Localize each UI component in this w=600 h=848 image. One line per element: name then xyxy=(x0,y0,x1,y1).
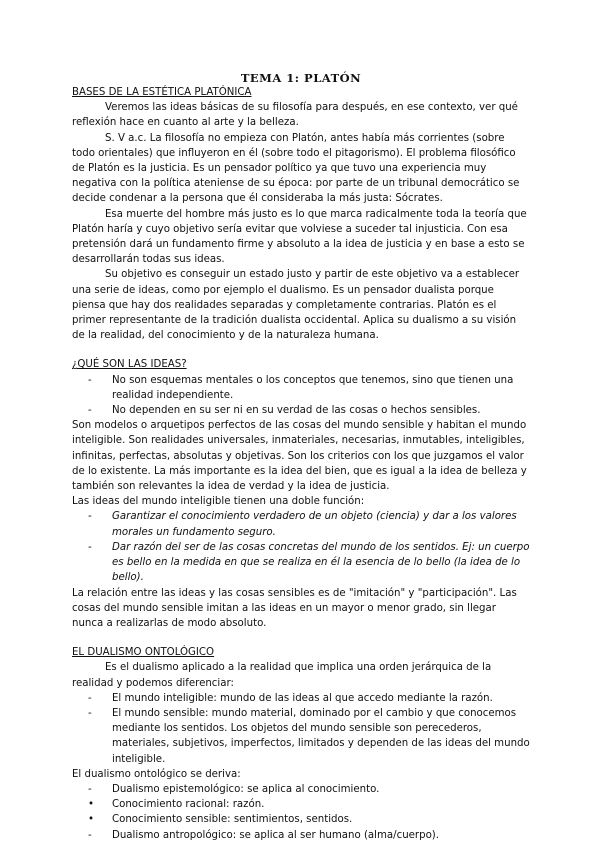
dash-marker: - xyxy=(88,783,92,795)
paragraph: Esa muerte del hombre más justo es lo que marca radicalmente toda la teoría que Platón haría y cuyo objetivo sería evitar que volviese a suceder tal injusticia. Con esa pretensión dará un fundamento firme y absoluto a la idea de justicia y en base a esto se desarrollarán todas sus ideas. xyxy=(72,208,527,266)
list-item xyxy=(72,373,530,403)
list-item-text: El mundo inteligible: mundo de las ideas al que accedo mediante la razón. xyxy=(112,692,493,704)
list-item-text: Dualismo epistemológico: se aplica al conocimiento. xyxy=(112,783,380,795)
functions-list xyxy=(72,509,530,585)
dash-marker: - xyxy=(88,692,92,704)
paragraph: El dualismo ontológico se deriva: xyxy=(72,768,241,780)
section-heading-bases: BASES DE LA ESTÉTICA PLATÓNICA xyxy=(72,87,252,98)
list-item xyxy=(72,540,530,586)
list-item xyxy=(72,797,530,812)
paragraph: Veremos las ideas básicas de su filosofía para después, en ese contexto, ver qué reflexión hace en cuanto al arte y la belleza. xyxy=(72,102,518,129)
list-item-text: Dualismo antropológico: se aplica al ser humano (alma/cuerpo). xyxy=(112,829,440,841)
list-item-text: Conocimiento racional: razón. xyxy=(112,799,265,811)
list-item-text: El mundo sensible: mundo material, dominado por el cambio y que conocemos mediante los sentidos. Los objetos del mundo sensible son perecederos, materiales, subjetivos, imperfectos, limitados y dependen de las ideas del mundo inteligible. xyxy=(112,707,530,765)
page-title: TEMA 1: PLATÓN xyxy=(240,71,362,85)
list-item-text: No son esquemas mentales o los conceptos que tenemos, sino que tienen una realidad independiente. xyxy=(112,374,514,401)
dash-marker: - xyxy=(88,707,92,719)
list-item-text: Conocimiento sensible: sentimientos, sentidos. xyxy=(112,814,353,826)
paragraph: Son modelos o arquetipos perfectos de las cosas del mundo sensible y habitan el mundo inteligible. Son realidades universales, inmateriales, necesarias, inmutables, inteligibles, infinitas, perfectas, absolutas y objetivas. Son los criterios con los que juzgamos el valor de lo existente. La más importante es la idea del bien, que es igual a la idea de belleza y también son relevantes la idea de verdad y la idea de justicia. xyxy=(72,420,527,493)
worlds-list xyxy=(72,691,530,767)
paragraph: Las ideas del mundo inteligible tienen una doble función: xyxy=(72,496,365,508)
list-item xyxy=(72,509,530,539)
section-heading-dualismo: EL DUALISMO ONTOLÓGICO xyxy=(72,647,215,659)
dash-marker: - xyxy=(88,511,92,523)
paragraph: Es el dualismo aplicado a la realidad que implica una orden jerárquica de la realidad y podemos diferenciar: xyxy=(72,662,492,689)
bullet-marker: • xyxy=(88,814,95,826)
paragraph: La relación entre las ideas y las cosas sensibles es de "imitación" y "participación". Las cosas del mundo sensible imitan a las ideas en un mayor o menor grado, sin llegar nunca a realizarlas de modo absoluto. xyxy=(72,587,517,629)
list-item xyxy=(72,691,530,706)
list-item xyxy=(72,812,530,827)
list-item xyxy=(72,706,530,767)
ideas-list xyxy=(72,373,530,419)
bullet-marker: • xyxy=(88,799,95,811)
list-item-text: Garantizar el conocimiento verdadero de un objeto (ciencia) y dar a los valores morales un fundamento seguro. xyxy=(112,511,517,538)
list-item xyxy=(72,403,530,418)
dash-marker: - xyxy=(88,541,92,553)
dash-marker: - xyxy=(88,405,92,417)
section-heading-ideas: ¿QUÉ SON LAS IDEAS? xyxy=(72,359,187,371)
list-item-text: Dar razón del ser de las cosas concretas del mundo de los sentidos. Ej: un cuerpo es bello en la medida en que se realiza en él la esencia de lo bello (la idea de lo bello). xyxy=(112,541,530,584)
list-item-text: No dependen en su ser ni en su verdad de las cosas o hechos sensibles. xyxy=(112,405,481,417)
derivation-list xyxy=(72,782,530,843)
paragraph: Su objetivo es conseguir un estado justo y partir de este objetivo va a establecer una serie de ideas, como por ejemplo el dualismo. Es un pensador dualista porque piensa que hay dos realidades separadas y completamente contrarias. Platón es el primer representante de la tradición dualista occidental. Aplica su dualismo a su visión de la realidad, del conocimiento y de la naturaleza humana. xyxy=(72,269,520,342)
list-item xyxy=(72,782,530,797)
list-item xyxy=(72,828,530,843)
dash-marker: - xyxy=(88,829,92,841)
dash-marker: - xyxy=(88,374,92,386)
paragraph: S. V a.c. La filosofía no empieza con Platón, antes había más corrientes (sobre todo orientales) que influyeron en él (sobre todo el pitagorismo). El problema filosófico de Platón es la justicia. Es un pensador político ya que tuvo una experiencia muy negativa con la política ateniense de su época: por parte de un tribunal democrático se decide condenar a la persona que él consideraba la más justa: Sócrates. xyxy=(72,132,520,205)
document-page xyxy=(72,72,530,843)
